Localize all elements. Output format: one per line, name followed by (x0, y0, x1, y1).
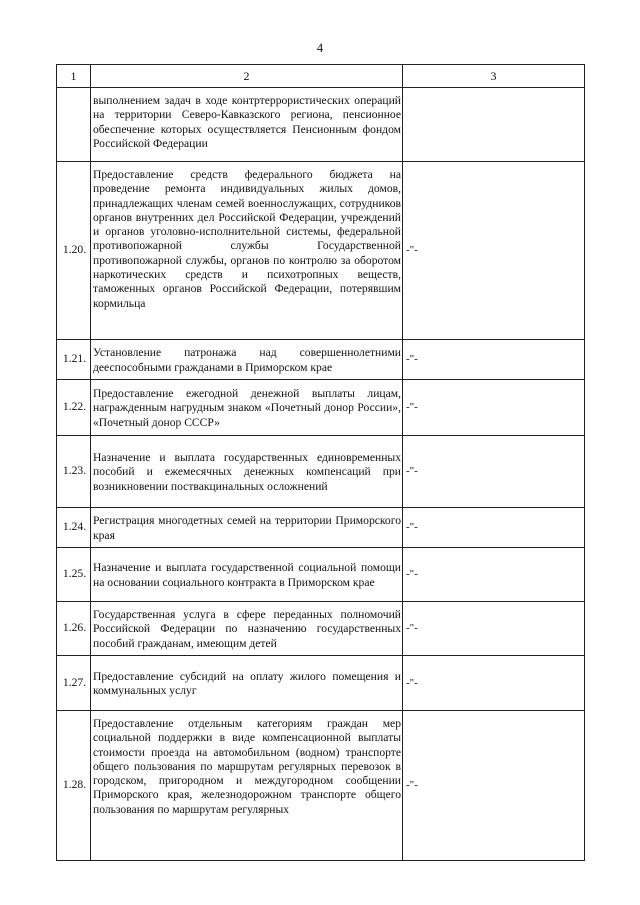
row-text: выполнением задач в ходе контртеррористических операций на территории Северо-Кавказского региона, пенсионное обеспечение которых осуществляется Пенсионным фондом Российской Федерации (91, 88, 403, 162)
row-number: 1.22. (57, 380, 91, 436)
row-text: Установление патронажа над совершеннолетними дееспособными гражданами в Приморском крае (91, 340, 403, 380)
table-row (57, 340, 585, 380)
table-row (57, 711, 585, 861)
row-number: 1.28. (57, 711, 91, 861)
header-col-3: 3 (403, 65, 585, 88)
page-number: 4 (316, 41, 324, 55)
row-number: 1.25. (57, 548, 91, 602)
table-row (57, 548, 585, 602)
row-text: Предоставление средств федерального бюджета на проведение ремонта индивидуальных жилых домов, принадлежащих членам семей военнослужащих, сотрудников органов внутренних дел Российской Федерации, учреждений и органов уголовно-исполнительной системы, федеральной противопожарной службы Государственной противопожарной службы, органов по контролю за оборотом наркотических средств и психотропных веществ, таможенных органов Российской Федерации, потерявшим кормильца (91, 162, 403, 340)
row-col3: -"- (403, 162, 585, 340)
row-col3: -"- (403, 380, 585, 436)
row-number: 1.27. (57, 656, 91, 711)
table-row (57, 380, 585, 436)
table-row (57, 436, 585, 508)
table-header-row (57, 65, 585, 88)
header-col-2: 2 (91, 65, 403, 88)
row-col3 (403, 88, 585, 162)
row-text: Предоставление субсидий на оплату жилого помещения и коммунальных услуг (91, 656, 403, 711)
table-row (57, 162, 585, 340)
table-row (57, 602, 585, 656)
row-col3: -"- (403, 340, 585, 380)
row-col3: -"- (403, 656, 585, 711)
row-number: 1.23. (57, 436, 91, 508)
table-row (57, 508, 585, 548)
services-table (56, 64, 585, 861)
row-text: Назначение и выплата государственной социальной помощи на основании социального контракта в Приморском крае (91, 548, 403, 602)
header-col-1: 1 (57, 65, 91, 88)
table-row (57, 88, 585, 162)
row-text: Государственная услуга в сфере переданных полномочий Российской Федерации по назначению государственных пособий гражданам, имеющим детей (91, 602, 403, 656)
row-number: 1.21. (57, 340, 91, 380)
row-text: Предоставление ежегодной денежной выплаты лицам, награжденным нагрудным знаком «Почетный донор России», «Почетный донор СССР» (91, 380, 403, 436)
row-number: 1.20. (57, 162, 91, 340)
table-row (57, 656, 585, 711)
row-text: Предоставление отдельным категориям граждан мер социальной поддержки в виде компенсационной выплаты стоимости проезда на автомобильном (водном) транспорте общего пользования по маршрутам регулярных перевозок в городском, пригородном и междугородном сообщении Приморского края, железнодорожном транспорте общего пользования по маршрутам регулярных (91, 711, 403, 861)
row-number (57, 88, 91, 162)
row-col3: -"- (403, 436, 585, 508)
row-col3: -"- (403, 548, 585, 602)
row-number: 1.24. (57, 508, 91, 548)
row-col3: -"- (403, 508, 585, 548)
row-col3: -"- (403, 711, 585, 861)
row-number: 1.26. (57, 602, 91, 656)
row-text: Регистрация многодетных семей на территории Приморского края (91, 508, 403, 548)
row-col3: -"- (403, 602, 585, 656)
row-text: Назначение и выплата государственных единовременных пособий и ежемесячных денежных компенсаций при возникновении поствакцинальных осложнений (91, 436, 403, 508)
